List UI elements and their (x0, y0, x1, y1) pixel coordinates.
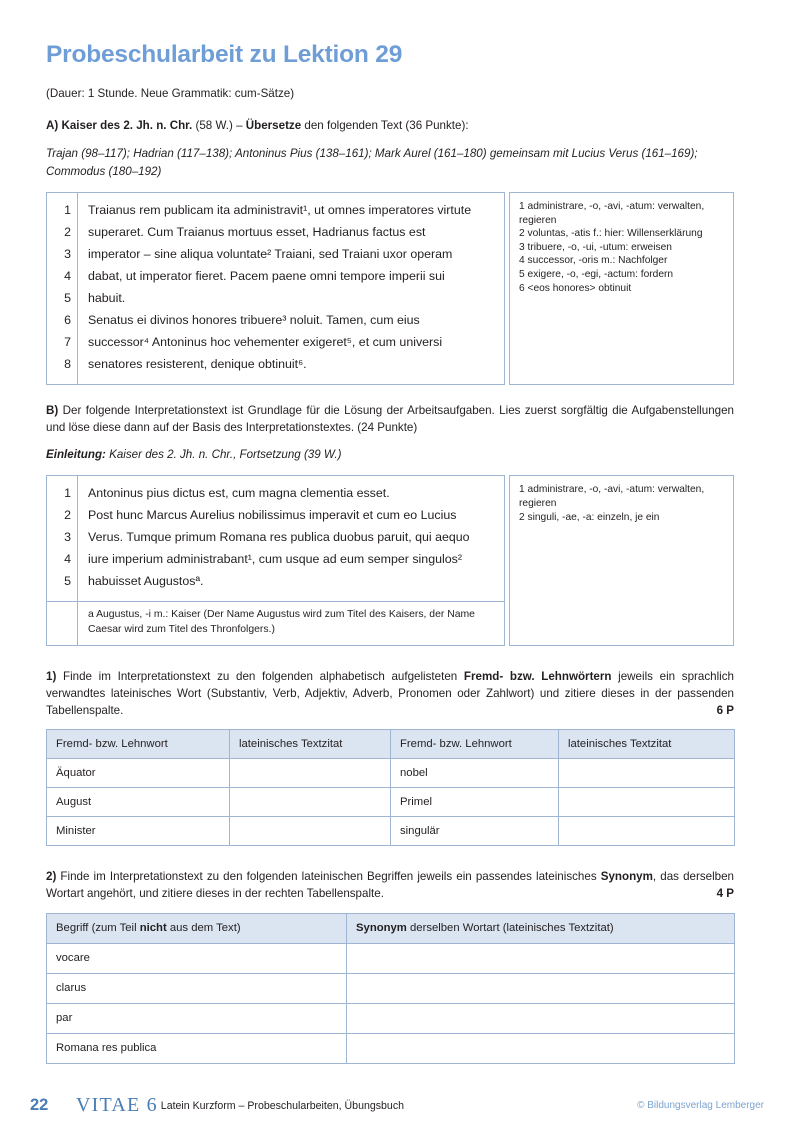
latin-text-column-a (78, 193, 504, 384)
column-header-loanword-1: Fremd- bzw. Lehnwort (47, 730, 230, 759)
page-footer (30, 1092, 770, 1124)
answer-cell[interactable] (559, 788, 735, 817)
section-a-words: (58 W.) – (192, 118, 246, 132)
header-synonym-post: derselben Wortart (lateinisches Textzitat) (406, 921, 614, 934)
line-number: 2 (64, 225, 71, 240)
table-row (47, 817, 735, 846)
brand-name: VITAE (76, 1094, 141, 1116)
line-number: 7 (64, 334, 71, 349)
vocab-entry: 2 voluntas, -atis f.: hier: Willenserklärung (519, 228, 703, 240)
answer-cell[interactable] (347, 973, 735, 1003)
section-a-label: A) (46, 118, 59, 132)
latin-line: dabat, ut imperator fieret. Pacem paene omni tempore imperii sui (88, 269, 445, 284)
vocab-entry: 2 singuli, -ae, -a: einzeln, je ein (519, 511, 660, 523)
table-row (47, 1003, 735, 1033)
section-a-title: Kaiser des 2. Jh. n. Chr. (61, 118, 193, 132)
task-1-bold-term: Fremd- bzw. Lehnwörtern (463, 669, 612, 683)
page-content (46, 42, 734, 1064)
task-2-text-1: Finde im Interpretationstext zu den folgenden lateinischen Begriffen jeweils ein passendes lateinisches (56, 870, 601, 884)
column-header-citation-2: lateinisches Textzitat (559, 730, 735, 759)
latin-line: superaret. Cum Traianus mortuus esset, Hadrianus factus est (88, 225, 426, 240)
latin-text-block-b (46, 475, 734, 645)
task-2-text-2: , das derselben Wortart angehört, und zitiere dieses in der rechten Tabellenspalte. (46, 870, 734, 901)
line-number: 1 (64, 486, 71, 501)
vocab-entry: 1 administrare, -o, -avi, -atum: verwalten, regieren (519, 201, 705, 226)
latin-line: senatores resisterent, denique obtinuit⁶. (88, 356, 307, 371)
header-synonym-bold: Synonym (356, 921, 407, 934)
vocab-entry: 5 exigere, -o, -egi, -actum: fordern (519, 268, 674, 280)
copyright-notice: © Bildungsverlag Lemberger (637, 1100, 764, 1111)
latin-line: Verus. Tumque primum Romana res publica duobus paruit, qui aequo (88, 530, 470, 545)
task-2-label: 2) (46, 870, 57, 884)
line-number: 4 (64, 552, 71, 567)
page-number: 22 (30, 1096, 49, 1114)
task-1-instruction (46, 668, 734, 719)
answer-cell[interactable] (230, 788, 391, 817)
header-begriff-post: aus dem Text) (166, 921, 241, 934)
latin-text-lines-b (47, 476, 504, 601)
line-number: 6 (64, 312, 71, 327)
answer-cell[interactable] (230, 817, 391, 846)
table-row (47, 1033, 735, 1063)
begriff-cell: par (47, 1003, 347, 1033)
begriff-cell: clarus (47, 973, 347, 1003)
line-number: 8 (64, 356, 71, 371)
latin-line: habuit. (88, 290, 126, 305)
brand-subtitle: Latein Kurzform – Probeschularbeiten, Übungsbuch (160, 1100, 405, 1112)
header-begriff-pre: Begriff (zum Teil (56, 921, 140, 934)
latin-line: habuisset Augustosª. (88, 574, 204, 589)
line-number-column-b (47, 476, 78, 601)
table-row (47, 943, 735, 973)
line-number: 2 (64, 508, 71, 523)
latin-text-block-a (46, 192, 734, 385)
task-2-instruction (46, 868, 734, 902)
footnote-number-cell (47, 602, 78, 645)
table-row (47, 759, 735, 788)
section-a-instruction: den folgenden Text (36 Punkte): (301, 118, 469, 132)
line-number: 5 (64, 290, 71, 305)
task-1-text-1: Finde im Interpretationstext zu den folgenden alphabetisch aufgelisteten (56, 669, 464, 683)
task-1-points: 6 P (716, 704, 734, 718)
einleitung-text: Kaiser des 2. Jh. n. Chr., Fortsetzung (39 W.) (105, 448, 342, 462)
task-1-text-2: jeweils ein sprachlich verwandtes lateinisches Wort (Substantiv, Verb, Adjektiv, Adverb, Pronomen oder Zahlwort) und zitiere dieses in der passenden Tabellenspalte. (46, 669, 734, 718)
latin-line: Senatus ei divinos honores tribuere³ noluit. Tamen, cum eius (88, 312, 420, 327)
einleitung-line (46, 446, 734, 463)
table-row (47, 788, 735, 817)
latin-line: Post hunc Marcus Aurelius nobilissimus imperavit et cum eo Lucius (88, 508, 457, 523)
vocabulary-box-a (509, 192, 734, 385)
synonym-table (46, 913, 735, 1064)
latin-text-box-b (46, 475, 505, 645)
column-header-citation-1: lateinisches Textzitat (230, 730, 391, 759)
loanword-cell: Äquator (47, 759, 230, 788)
section-b-intro (46, 402, 734, 436)
loanword-cell: August (47, 788, 230, 817)
line-number: 4 (64, 269, 71, 284)
latin-line: Antoninus pius dictus est, cum magna clementia esset. (88, 486, 390, 501)
section-a-heading (46, 118, 734, 135)
loanword-cell: Minister (47, 817, 230, 846)
answer-cell[interactable] (347, 1033, 735, 1063)
latin-line: Traianus rem publicam ita administravit¹, ut omnes imperatores virtute (88, 203, 472, 218)
vocab-entry: 6 <eos honores> obtinuit (519, 282, 632, 294)
loanword-cell: nobel (391, 759, 559, 788)
loanword-table (46, 729, 735, 846)
column-header-loanword-2: Fremd- bzw. Lehnwort (391, 730, 559, 759)
latin-text-box-a (46, 192, 505, 385)
answer-cell[interactable] (559, 817, 735, 846)
table-header-row (47, 913, 735, 943)
column-header-begriff (47, 913, 347, 943)
brand-volume: 6 (140, 1094, 158, 1116)
section-a-verb: Übersetze (245, 118, 302, 132)
line-number-column-a (47, 193, 78, 384)
task-1-label: 1) (46, 669, 57, 683)
page-title: Probeschularbeit zu Lektion 29 (46, 41, 403, 68)
section-b-text: Der folgende Interpretationstext ist Grundlage für die Lösung der Arbeitsaufgaben. Lies zuerst sorgfältig die Aufgabenstellungen und löse diese dann auf der Basis des Interpretationstextes. (24 Punkte) (46, 403, 734, 434)
latin-line: iure imperium administrabant¹, cum usque ad eum semper singulos² (88, 552, 462, 567)
section-b-label: B) (46, 403, 59, 417)
task-2-points: 4 P (716, 887, 734, 901)
line-number: 3 (64, 247, 71, 262)
latin-line: successor⁴ Antoninus hoc vehementer exigeret⁵, et cum universi (88, 334, 443, 349)
loanword-cell: Primel (391, 788, 559, 817)
line-number: 3 (64, 530, 71, 545)
answer-cell[interactable] (559, 759, 735, 788)
begriff-cell: Romana res publica (47, 1033, 347, 1063)
answer-cell[interactable] (347, 1003, 735, 1033)
document-subtitle: (Dauer: 1 Stunde. Neue Grammatik: cum-Sätze) (46, 86, 295, 100)
answer-cell[interactable] (347, 943, 735, 973)
line-number: 5 (64, 574, 71, 589)
answer-cell[interactable] (230, 759, 391, 788)
table-header-row (47, 730, 735, 759)
vocab-entry: 4 successor, -oris m.: Nachfolger (519, 255, 668, 267)
column-header-synonym (347, 913, 735, 943)
footnote-row (47, 601, 504, 645)
vocab-entry: 1 administrare, -o, -avi, -atum: verwalten, regieren (519, 484, 705, 510)
latin-line: imperator – sine aliqua voluntate² Traiani, sed Traiani uxor operam (88, 247, 453, 262)
line-number: 1 (64, 203, 71, 218)
loanword-cell: singulär (391, 817, 559, 846)
vocabulary-box-b (509, 475, 734, 645)
latin-text-lines-a (47, 193, 504, 384)
emperors-list: Trajan (98–117); Hadrian (117–138); Antoninus Pius (138–161); Mark Aurel (161–180) gemeinsam mit Lucius Verus (161–169); Commodus (180–192) (46, 147, 698, 178)
task-2-bold-term: Synonym (600, 870, 653, 884)
latin-text-column-b (78, 476, 504, 601)
header-begriff-bold: nicht (139, 921, 167, 934)
book-brand (76, 1094, 404, 1117)
vocab-entry: 3 tribuere, -o, -ui, -utum: erweisen (519, 241, 672, 253)
footnote-text: a Augustus, -i m.: Kaiser (Der Name Augustus wird zum Titel des Kaisers, der Name Caesar wird zum Titel des Thronfolgers.) (88, 609, 475, 636)
einleitung-label: Einleitung: (46, 448, 106, 462)
table-row (47, 973, 735, 1003)
begriff-cell: vocare (47, 943, 347, 973)
